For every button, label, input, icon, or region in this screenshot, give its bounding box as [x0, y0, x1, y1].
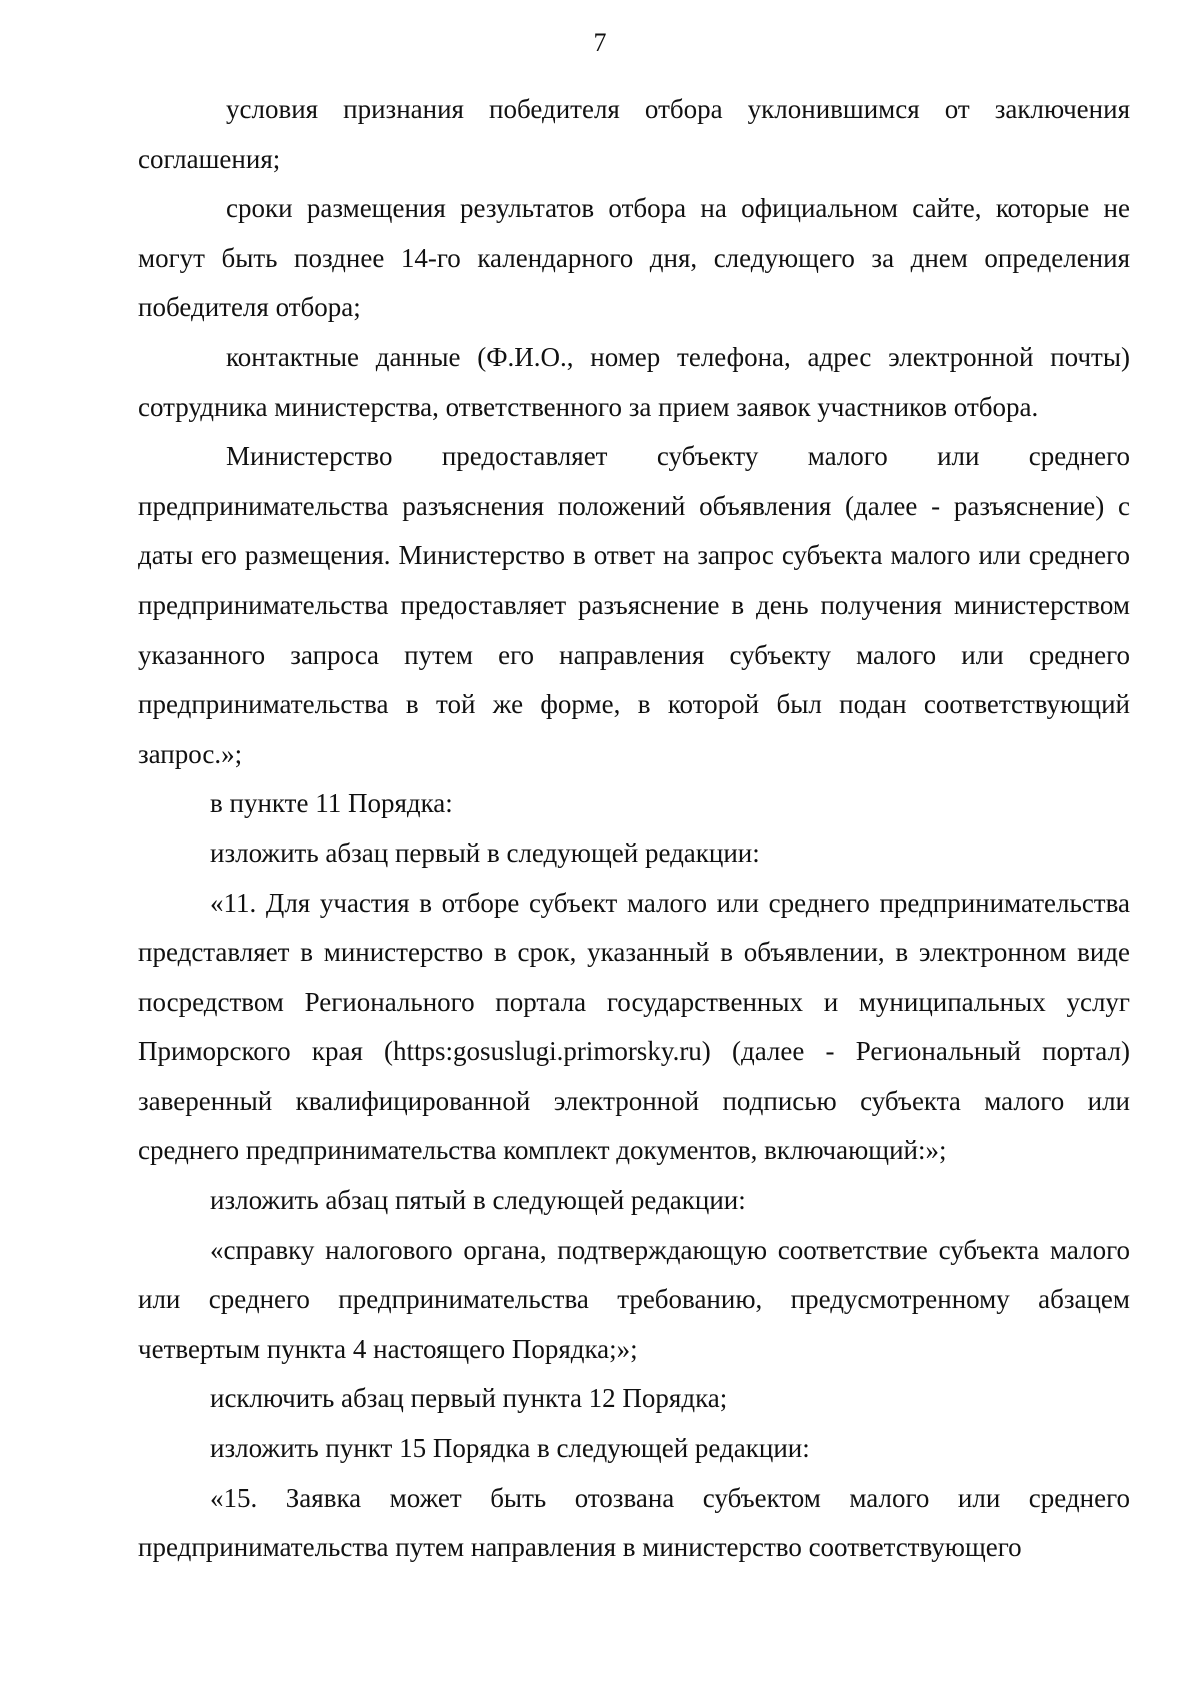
paragraph-2: сроки размещения результатов отбора на официальном сайте, которые не могут быть позднее 14-го календарного дня, следующего за днем определения победителя отбора;: [138, 193, 1130, 323]
paragraph-7: «11. Для участия в отборе субъект малого или среднего предпринимательства представляет в министерство в срок, указанный в объявлении, в электронном виде посредством Регионального портала государственных и муниципальных услуг Приморского края (https:gosuslugi.primorsky.ru) (далее - Региональный портал) заверенный квалифицированной электронной подписью субъекта малого или среднего предпринимательства комплект документов, включающий:»;: [138, 887, 1130, 1166]
paragraph-3: контактные данные (Ф.И.О., номер телефона, адрес электронной почты) сотрудника министерства, ответственного за прием заявок участников отбора.: [138, 341, 1130, 422]
paragraph-5: в пункте 11 Порядка:: [210, 788, 453, 819]
paragraph-8: изложить абзац пятый в следующей редакции:: [210, 1185, 746, 1216]
page-number: 7: [593, 28, 607, 57]
paragraph-9: «справку налогового органа, подтверждающую соответствие субъекта малого или среднего предпринимательства требованию, предусмотренному абзацем четвертым пункта 4 настоящего Порядка;»;: [138, 1234, 1130, 1364]
paragraph-11: изложить пункт 15 Порядка в следующей редакции:: [210, 1433, 810, 1464]
paragraph-6: изложить абзац первый в следующей редакции:: [210, 837, 760, 868]
paragraph-12: «15. Заявка может быть отозвана субъектом малого или среднего предпринимательства путем направления в министерство соответствующего: [138, 1482, 1130, 1563]
paragraph-10: исключить абзац первый пункта 12 Порядка;: [210, 1383, 728, 1414]
paragraph-4: Министерство предоставляет субъекту малого или среднего предпринимательства разъяснения положений объявления (далее - разъяснение) с даты его размещения. Министерство в ответ на запрос субъекта малого или среднего предпринимательства предоставляет разъяснение в день получения министерством указанного запроса путем его направления субъекту малого или среднего предпринимательства в той же форме, в которой был подан соответствующий запрос.»;: [138, 441, 1130, 769]
paragraph-1: условия признания победителя отбора уклонившимся от заключения соглашения;: [138, 94, 1130, 174]
document-body: [138, 85, 1130, 1573]
